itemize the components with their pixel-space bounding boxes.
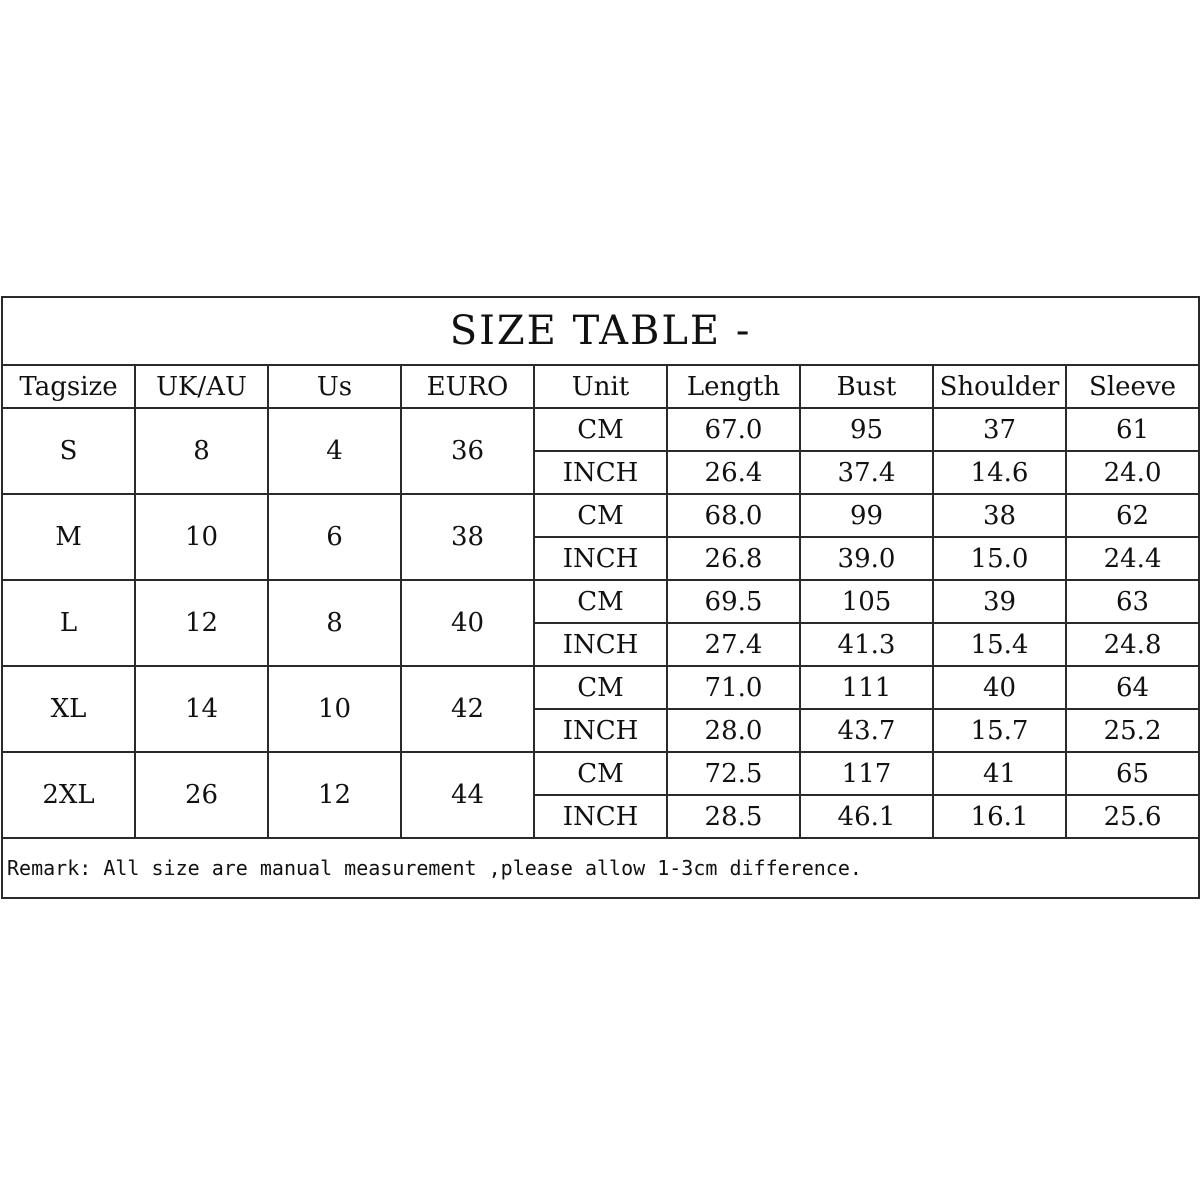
shoulder-cell: 41 [933,752,1066,795]
euro-cell: 36 [401,408,534,494]
sleeve-cell: 61 [1066,408,1199,451]
unit-cell: CM [534,752,667,795]
euro-cell: 42 [401,666,534,752]
bust-cell: 111 [800,666,933,709]
unit-cell: INCH [534,795,667,838]
us-cell: 4 [268,408,401,494]
us-cell: 12 [268,752,401,838]
uk-au-cell: 10 [135,494,268,580]
euro-cell: 40 [401,580,534,666]
unit-cell: INCH [534,537,667,580]
length-cell: 71.0 [667,666,800,709]
us-cell: 10 [268,666,401,752]
size-table [1,296,1200,899]
euro-cell: 44 [401,752,534,838]
bust-cell: 43.7 [800,709,933,752]
sleeve-cell: 24.4 [1066,537,1199,580]
bust-cell: 99 [800,494,933,537]
unit-cell: CM [534,580,667,623]
us-cell: 8 [268,580,401,666]
bust-cell: 105 [800,580,933,623]
uk-au-cell: 26 [135,752,268,838]
header-tagsize: Tagsize [2,365,135,408]
table-row [2,494,1199,537]
tagsize-cell: S [2,408,135,494]
shoulder-cell: 16.1 [933,795,1066,838]
length-cell: 69.5 [667,580,800,623]
length-cell: 72.5 [667,752,800,795]
bust-cell: 39.0 [800,537,933,580]
unit-cell: CM [534,494,667,537]
header-bust: Bust [800,365,933,408]
shoulder-cell: 40 [933,666,1066,709]
unit-cell: INCH [534,623,667,666]
sleeve-cell: 65 [1066,752,1199,795]
length-cell: 67.0 [667,408,800,451]
unit-cell: INCH [534,451,667,494]
tagsize-cell: 2XL [2,752,135,838]
header-sleeve: Sleeve [1066,365,1199,408]
sleeve-cell: 64 [1066,666,1199,709]
remark-text: Remark: All size are manual measurement ,please allow 1-3cm difference. [2,838,1199,898]
length-cell: 27.4 [667,623,800,666]
length-cell: 26.4 [667,451,800,494]
tagsize-cell: XL [2,666,135,752]
table-row [2,666,1199,709]
sleeve-cell: 24.8 [1066,623,1199,666]
tagsize-cell: L [2,580,135,666]
us-cell: 6 [268,494,401,580]
header-length: Length [667,365,800,408]
header-unit: Unit [534,365,667,408]
shoulder-cell: 37 [933,408,1066,451]
shoulder-cell: 14.6 [933,451,1066,494]
bust-cell: 46.1 [800,795,933,838]
header-uk-au: UK/AU [135,365,268,408]
tagsize-cell: M [2,494,135,580]
uk-au-cell: 14 [135,666,268,752]
length-cell: 28.5 [667,795,800,838]
unit-cell: CM [534,408,667,451]
header-row [2,365,1199,408]
header-euro: EURO [401,365,534,408]
sleeve-cell: 25.2 [1066,709,1199,752]
bust-cell: 95 [800,408,933,451]
uk-au-cell: 8 [135,408,268,494]
unit-cell: CM [534,666,667,709]
length-cell: 26.8 [667,537,800,580]
sleeve-cell: 62 [1066,494,1199,537]
shoulder-cell: 15.7 [933,709,1066,752]
sleeve-cell: 63 [1066,580,1199,623]
length-cell: 68.0 [667,494,800,537]
euro-cell: 38 [401,494,534,580]
uk-au-cell: 12 [135,580,268,666]
table-row [2,580,1199,623]
sleeve-cell: 24.0 [1066,451,1199,494]
shoulder-cell: 39 [933,580,1066,623]
header-shoulder: Shoulder [933,365,1066,408]
unit-cell: INCH [534,709,667,752]
shoulder-cell: 38 [933,494,1066,537]
length-cell: 28.0 [667,709,800,752]
table-row [2,408,1199,451]
shoulder-cell: 15.4 [933,623,1066,666]
table-title: SIZE TABLE - [2,297,1199,365]
bust-cell: 41.3 [800,623,933,666]
bust-cell: 117 [800,752,933,795]
sleeve-cell: 25.6 [1066,795,1199,838]
header-us: Us [268,365,401,408]
shoulder-cell: 15.0 [933,537,1066,580]
bust-cell: 37.4 [800,451,933,494]
table-row [2,752,1199,795]
